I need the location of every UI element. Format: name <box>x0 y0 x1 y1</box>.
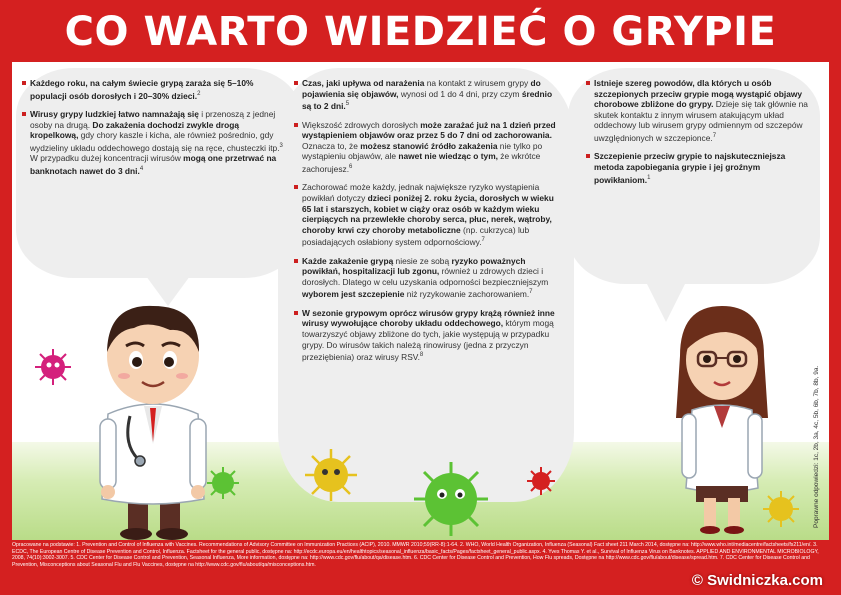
paragraph-text: ryzyko poważnych powikłań, hospitalizacji lub zgonu, <box>302 255 526 277</box>
paragraph <box>294 78 558 112</box>
footnote-ref: 6 <box>349 163 353 170</box>
paragraph-text: nie tylko po wystąpieniu objawów, ale <box>302 140 543 162</box>
male-doctor-illustration <box>78 294 228 540</box>
footnote-ref: 4 <box>139 165 144 172</box>
paragraph-text: również u zdrowych dzieci i dorosłych. Dlatego w celu uzyskania odporności bezpieczniejszym <box>302 266 549 287</box>
red-virus-icon <box>526 466 556 496</box>
paragraph-text: (np. cukrzyca) lub posiadających osłabiony system odpornościowy. <box>302 224 530 248</box>
paragraph-text: Istnieje szereg powodów, dla których u osób szczepionych przeciw grypie mogą wystąpić objawy chorobowe zbliżone do grypy. <box>594 78 803 110</box>
pink-virus-icon <box>34 348 72 386</box>
bullet-icon <box>294 81 298 85</box>
paragraph-text: niesie ze sobą <box>393 255 452 266</box>
paragraph-text: Czas, jaki upływa od narażenia <box>302 78 425 88</box>
footnote-ref: 8 <box>419 352 424 359</box>
bullet-icon <box>294 259 298 263</box>
paragraph-text: mogą one przetrwać na banknotach nawet do 3 dni. <box>30 153 277 176</box>
footnote-ref: 7 <box>712 132 717 139</box>
paragraph <box>294 182 558 247</box>
paragraph-text: nawet nie wiedząc o tym, <box>398 151 498 162</box>
text-column-left <box>22 78 286 184</box>
paragraph <box>22 109 286 176</box>
paragraph-text: że wkrótce zachorujesz. <box>302 151 541 174</box>
bullet-icon <box>22 81 26 85</box>
paragraph-text: Każde zakażenie grypą <box>302 255 394 266</box>
bullet-icon <box>22 112 26 116</box>
sources-footnote: Opracowane na podstawie: 1. Prevention and Control of Influenza with Vaccines. Recommendations of Advisory Committee on Immunization Practices (ACIP), 2010. MMWR 2010;59(RR-8):1-64. 2. WHO, World Health Organization, Influenza (Seasonal) Fact sheet 211 March 2014, dostępne na: http://www.who.int/mediacentre/factsheets/fs211/en/. 3. ECDC, The European Centre of Disease Prevention and Control, Influenza. Factsheet for the general public, dostępne na: http://ecdc.europa.eu/en/healthtopics/seasonal_influenza/basic_facts/Pages/factsheet_general_public.aspx. 4. Yves Thomas Y. et al., Survival of Influenza Virus on Banknotes. APPLIED AND ENVIRONMENTAL MICROBIOLOGY, 2008, 74(10):3002-3007. 5. CDC Center for Disease Control and Prevention, Seasonal Influenza, More information, dostępne na: http://www.cdc.gov/flu/about/qa/disease.htm. 6. CDC Center for Disease Control and Prevention, How Flu spreads, Dostępne na http://www.cdc.gov/flu/about/disease/spread.htm. 7. CDC Center for Disease Control and Prevention, Misconceptions about Seasonal Flu and Flu Vaccines, dostępne na http://www.cdc.gov/flu/about/qa/misconceptions.htm. <box>12 542 819 569</box>
paragraph-text: i przenoszą z jednej osoby na drugą. <box>30 108 276 130</box>
bullet-icon <box>294 311 298 315</box>
small-yellow-virus-icon <box>762 490 800 528</box>
paragraph-text: może zarażać już na 1 dzień przed wystąpieniem objawów oraz przez 5 do 7 dni od zachorowania. <box>302 119 556 141</box>
bullet-icon <box>294 123 298 127</box>
paragraph-text: gdy chory kaszle i kicha, ale również pośrednio, gdy wydzieliny układu oddechowego dostają się na ręce, chusteczki itp. <box>30 130 280 153</box>
paragraph-text: wyborem jest szczepienie <box>302 289 405 300</box>
paragraph-text: Dzieje się tak głównie na skutek kontaktu z innym wirusem atakującym układ oddechowy lub wirusem grypy odmiennym od szczepów uwzględnionych w szczepionce. <box>594 99 808 143</box>
footnote-ref: 7 <box>481 237 485 244</box>
paragraph-text: Oznacza to, że <box>302 140 361 151</box>
text-column-center <box>294 78 558 371</box>
paragraph <box>294 256 558 300</box>
paragraph-text: Większość zdrowych dorosłych <box>302 119 421 130</box>
small-green-virus-icon <box>206 466 240 500</box>
paragraph-text: Szczepienie przeciw grypie to najskuteczniejsza metoda zapobiegania grypie i jej groźnym powikłaniom. <box>594 151 786 185</box>
content-panel <box>12 62 829 540</box>
footnote-ref: 1 <box>647 174 651 181</box>
poster-title: CO WARTO WIEDZIEĆ O GRYPIE <box>64 9 777 55</box>
paragraph-text: Zachorować może każdy, jednak największe ryzyko wystąpienia powikłań dotyczy <box>302 182 540 203</box>
paragraph-text: średnio są to 2 dni. <box>302 88 553 111</box>
paragraph <box>22 78 286 101</box>
paragraph-text: dzieci poniżej 2. roku życia, dorosłych w wieku 65 lat i starszych, kobiet w ciąży oraz osób w każdym wieku cierpiących na przewlekłe choroby serca, płuc, nerek, wątroby, choroby krwi czy choroby metaboliczne <box>302 192 554 235</box>
paragraph-text: do pojawienia się objawów, <box>302 78 541 99</box>
bullet-icon <box>294 185 298 189</box>
paragraph-text: W sezonie grypowym oprócz wirusów grypy krążą również inne wirusy wywołujące choroby układu oddechowego, <box>302 307 555 329</box>
watermark: © Swidniczka.com <box>691 572 823 589</box>
paragraph <box>586 78 808 143</box>
bullet-icon <box>586 81 590 85</box>
text-column-right <box>586 78 808 193</box>
paragraph-text: Do zakażenia dochodzi zwykle drogą kropelkową, <box>30 119 240 141</box>
paragraph-text: Każdego roku, na całym świecie grypą zaraża się 5–10% populacji osób dorosłych i 20–30% dzieci. <box>30 78 254 101</box>
yellow-virus-icon <box>304 448 358 502</box>
paragraph-text: którym mogą towarzyszyć objawy zbliżone do tych, jakie występują w przypadku grypy. Do wirusów takich należą rinowirusy (jedna z przyczyn przeziębienia) oraz wirusy RSV. <box>302 318 554 363</box>
paragraph-text: możesz stanowić źródło zakażenia <box>360 140 498 151</box>
paragraph <box>586 151 808 185</box>
footnote-ref: 5 <box>345 101 350 108</box>
paragraph <box>294 308 558 363</box>
paragraph-text: W przypadku dużej koncentracji wirusów <box>30 153 184 164</box>
footnote-ref: 2 <box>197 90 201 97</box>
large-green-virus-icon <box>412 460 490 538</box>
paragraph-text: wynosi od 1 do 4 dni, przy czym <box>398 88 522 99</box>
footnote-ref: 3 <box>279 142 283 149</box>
paragraph <box>294 120 558 175</box>
answers-note: Poprawne odpowiedzi: 1c, 2b, 3a, 4c, 5b, 6b, 7b, 8b, 9a. <box>813 365 820 528</box>
paragraph-text: na kontakt z wirusem grypy <box>424 78 531 88</box>
bullet-icon <box>586 154 590 158</box>
paragraph-text: Wirusy grypy ludzkiej łatwo namnażają się <box>30 108 199 119</box>
paragraph-text: niż ryzykowanie zachorowaniem. <box>404 289 530 300</box>
footnote-ref: 7 <box>529 289 533 296</box>
